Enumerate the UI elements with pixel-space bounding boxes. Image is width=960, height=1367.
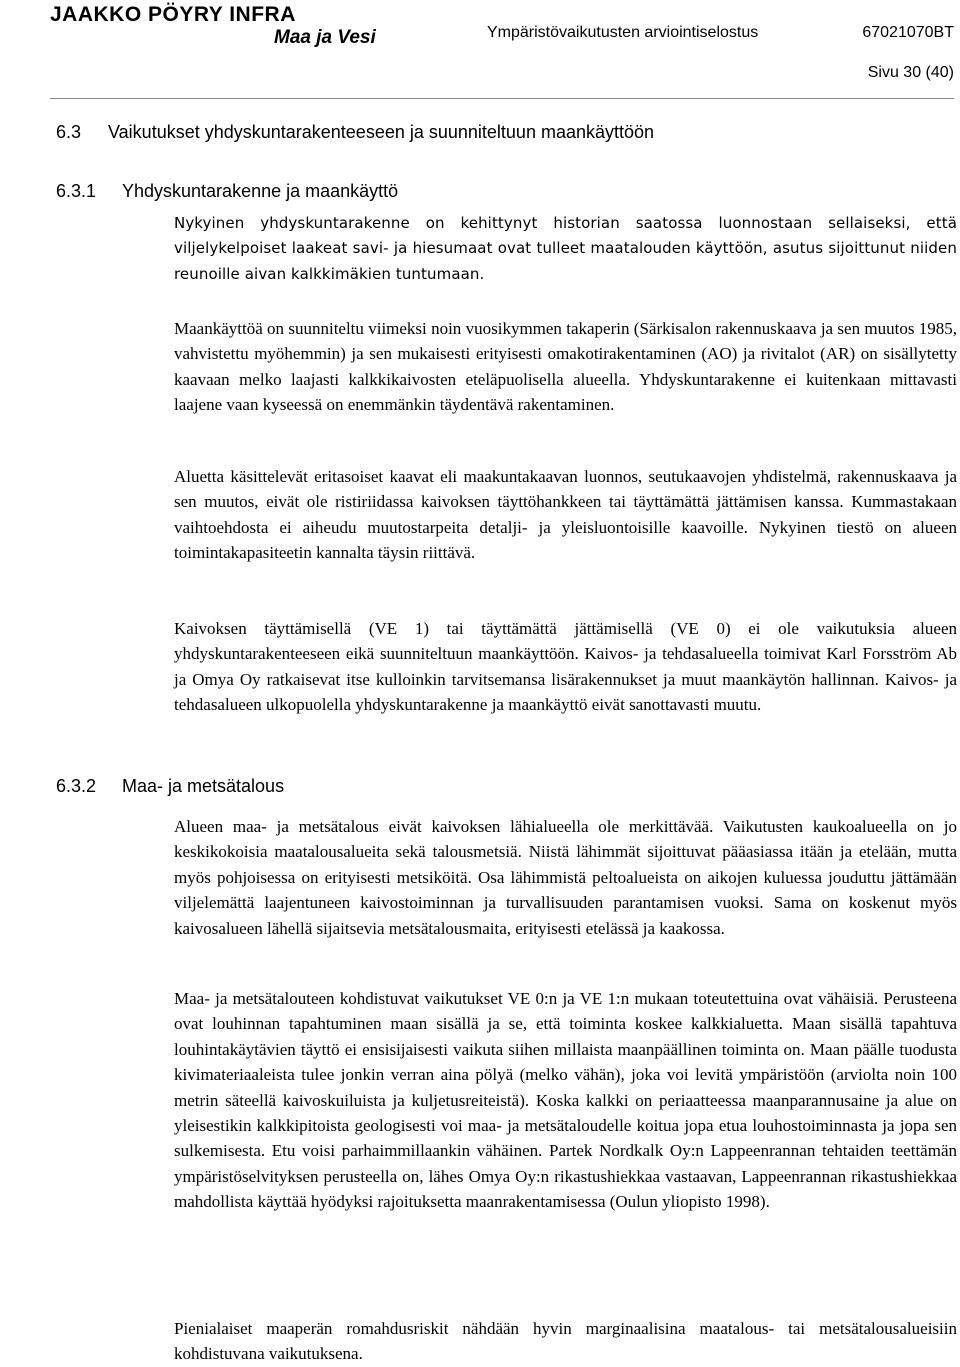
report-title: Ympäristövaikutusten arviointiselostus [487, 24, 759, 41]
section-number: 6.3 [56, 122, 82, 142]
paragraph: Aluetta käsittelevät eritasoiset kaavat eli maakuntakaavan luonnos, seutukaavojen yhdistelmä, rakennuskaava ja sen muutos, eivät ole ristiriidassa kaivoksen täyttöhankkeen tai täyttämättä jättämisen kanssa. Kummastakaan vaihtoehdosta ei aiheudu muutostarpeita detalji- ja yleisluontoisille kaavoille. Nykyinen tiestö on alueen toimintakapasiteetin kannalta täysin riittävä. [174, 467, 957, 563]
paragraph: Kaivoksen täyttämisellä (VE 1) tai täyttämättä jättämisellä (VE 0) ei ole vaikutuksia alueen yhdyskuntarakenteeseen eikä suunniteltuun maankäyttöön. Kaivos- ja tehdasalueella toimivat Karl Forsström Ab ja Omya Oy ratkaisevat itse kulloinkin tarvitsemansa lisärakennukset ja muut maankäytön hallinnan. Kaivos- ja tehdasalueen ulkopuolella yhdyskuntarakenne ja maankäyttö eivät sanottavasti muutu. [174, 619, 957, 715]
subsection-title: Maa- ja metsätalous [122, 776, 285, 796]
subsection-number: 6.3.2 [56, 776, 97, 796]
subsection-title: Yhdyskuntarakenne ja maankäyttö [122, 181, 399, 201]
paragraph: Maa- ja metsätalouteen kohdistuvat vaikutukset VE 0:n ja VE 1:n mukaan toteutettuina ovat vähäisiä. Perusteena ovat louhinnan tapahtuminen maan sisällä ja se, että toiminta koskee kalkkialuetta. Maan sisällä tapahtuva louhintakäytävien täyttö ei ensisijaisesti vaikuta siihen millaista maanpäällinen toiminta on. Maan päälle tuodusta kivimateriaaleista tulee jonkin verran aina pölyä (melko vähän), joka voi levitä ympäristöön (arviolta noin 100 metrin säteellä kaivoskuiluista ja kuljetusreiteistä). Koska kalkki on periaatteessa maanparannusaine ja alue on yleisestikin kalkkipitoista geologisesti voi maa- ja metsätaloudelle koitua jopa etua louhostoiminnasta ja jopa sen sulkemisesta. Etu voisi parhaimmillaankin vähäinen. Partek Nordkalk Oy:n Lappeenrannan tehtaiden teettämän ympäristöselvityksen perusteella on, lähes Omya Oy:n rikastushiekkaa vastaavan, Lappeenrannan rikastushiekkaa mahdollista käyttää hyödyksi rajoituksetta maanrakentamisessa (Oulun yliopisto 1998). [174, 989, 957, 1212]
header-divider [50, 98, 954, 99]
report-code: 67021070BT [862, 24, 954, 41]
subsection-number: 6.3.1 [56, 181, 97, 201]
paragraph: Alueen maa- ja metsätalous eivät kaivoksen lähialueella ole merkittävää. Vaikutusten kaukoalueella on jo keskikokoisia maatalousalueita sekä talousmetsiä. Niistä lähimmät sijoittuvat pääasiassa itään ja etelään, mutta myös pohjoisessa on erityisesti metsiköitä. Osa lähimmistä peltoalueista on aikojen kuluessa jouduttu jättämään viljelemättä laajentuneen kaivostoiminnan ja turvallisuuden parantamisen vuoksi. Sama on koskenut myös kaivosalueen lähellä sijaitsevia metsätalousmaita, erityisesti etelässä ja kaakossa. [174, 817, 957, 938]
company-logo [50, 4, 380, 48]
subsection-heading-2 [56, 776, 284, 797]
paragraph: Nykyinen yhdyskuntarakenne on kehittynyt historian saatossa luonnostaan sellaiseksi, että viljelykelpoiset laakeat savi- ja hiesumaat ovat tulleet maatalouden käyttöön, asutus sijoittunut niiden reunoille aivan kalkkimäkien tuntumaan. [174, 214, 957, 283]
logo-company-name: JAAKKO PÖYRY INFRA [50, 3, 296, 26]
paragraph: Pienialaiset maaperän romahdusriskit nähdään hyvin marginaalisina maatalous- tai metsätalousalueisiin kohdistuvana vaikutuksena. [174, 1319, 957, 1364]
logo-division-name: Maa ja Vesi [274, 27, 376, 48]
page-number: Sivu 30 (40) [867, 64, 954, 81]
section-title: Vaikutukset yhdyskuntarakenteeseen ja suunniteltuun maankäyttöön [108, 122, 655, 142]
subsection-heading-1 [56, 181, 398, 202]
section-heading [56, 122, 654, 143]
paragraph: Maankäyttöä on suunniteltu viimeksi noin vuosikymmen takaperin (Särkisalon rakennuskaava ja sen muutos 1985, vahvistettu myöhemmin) ja sen mukaisesti erityisesti omakotirakentaminen (AO) ja rivitalot (AR) on sisällytetty kaavaan melko laajasti kalkkikaivosten eteläpuolisella alueella. Yhdyskuntarakenne ei kuitenkaan mittavasti laajene vaan kyseessä on enemmänkin täydentävä rakentaminen. [174, 319, 957, 415]
